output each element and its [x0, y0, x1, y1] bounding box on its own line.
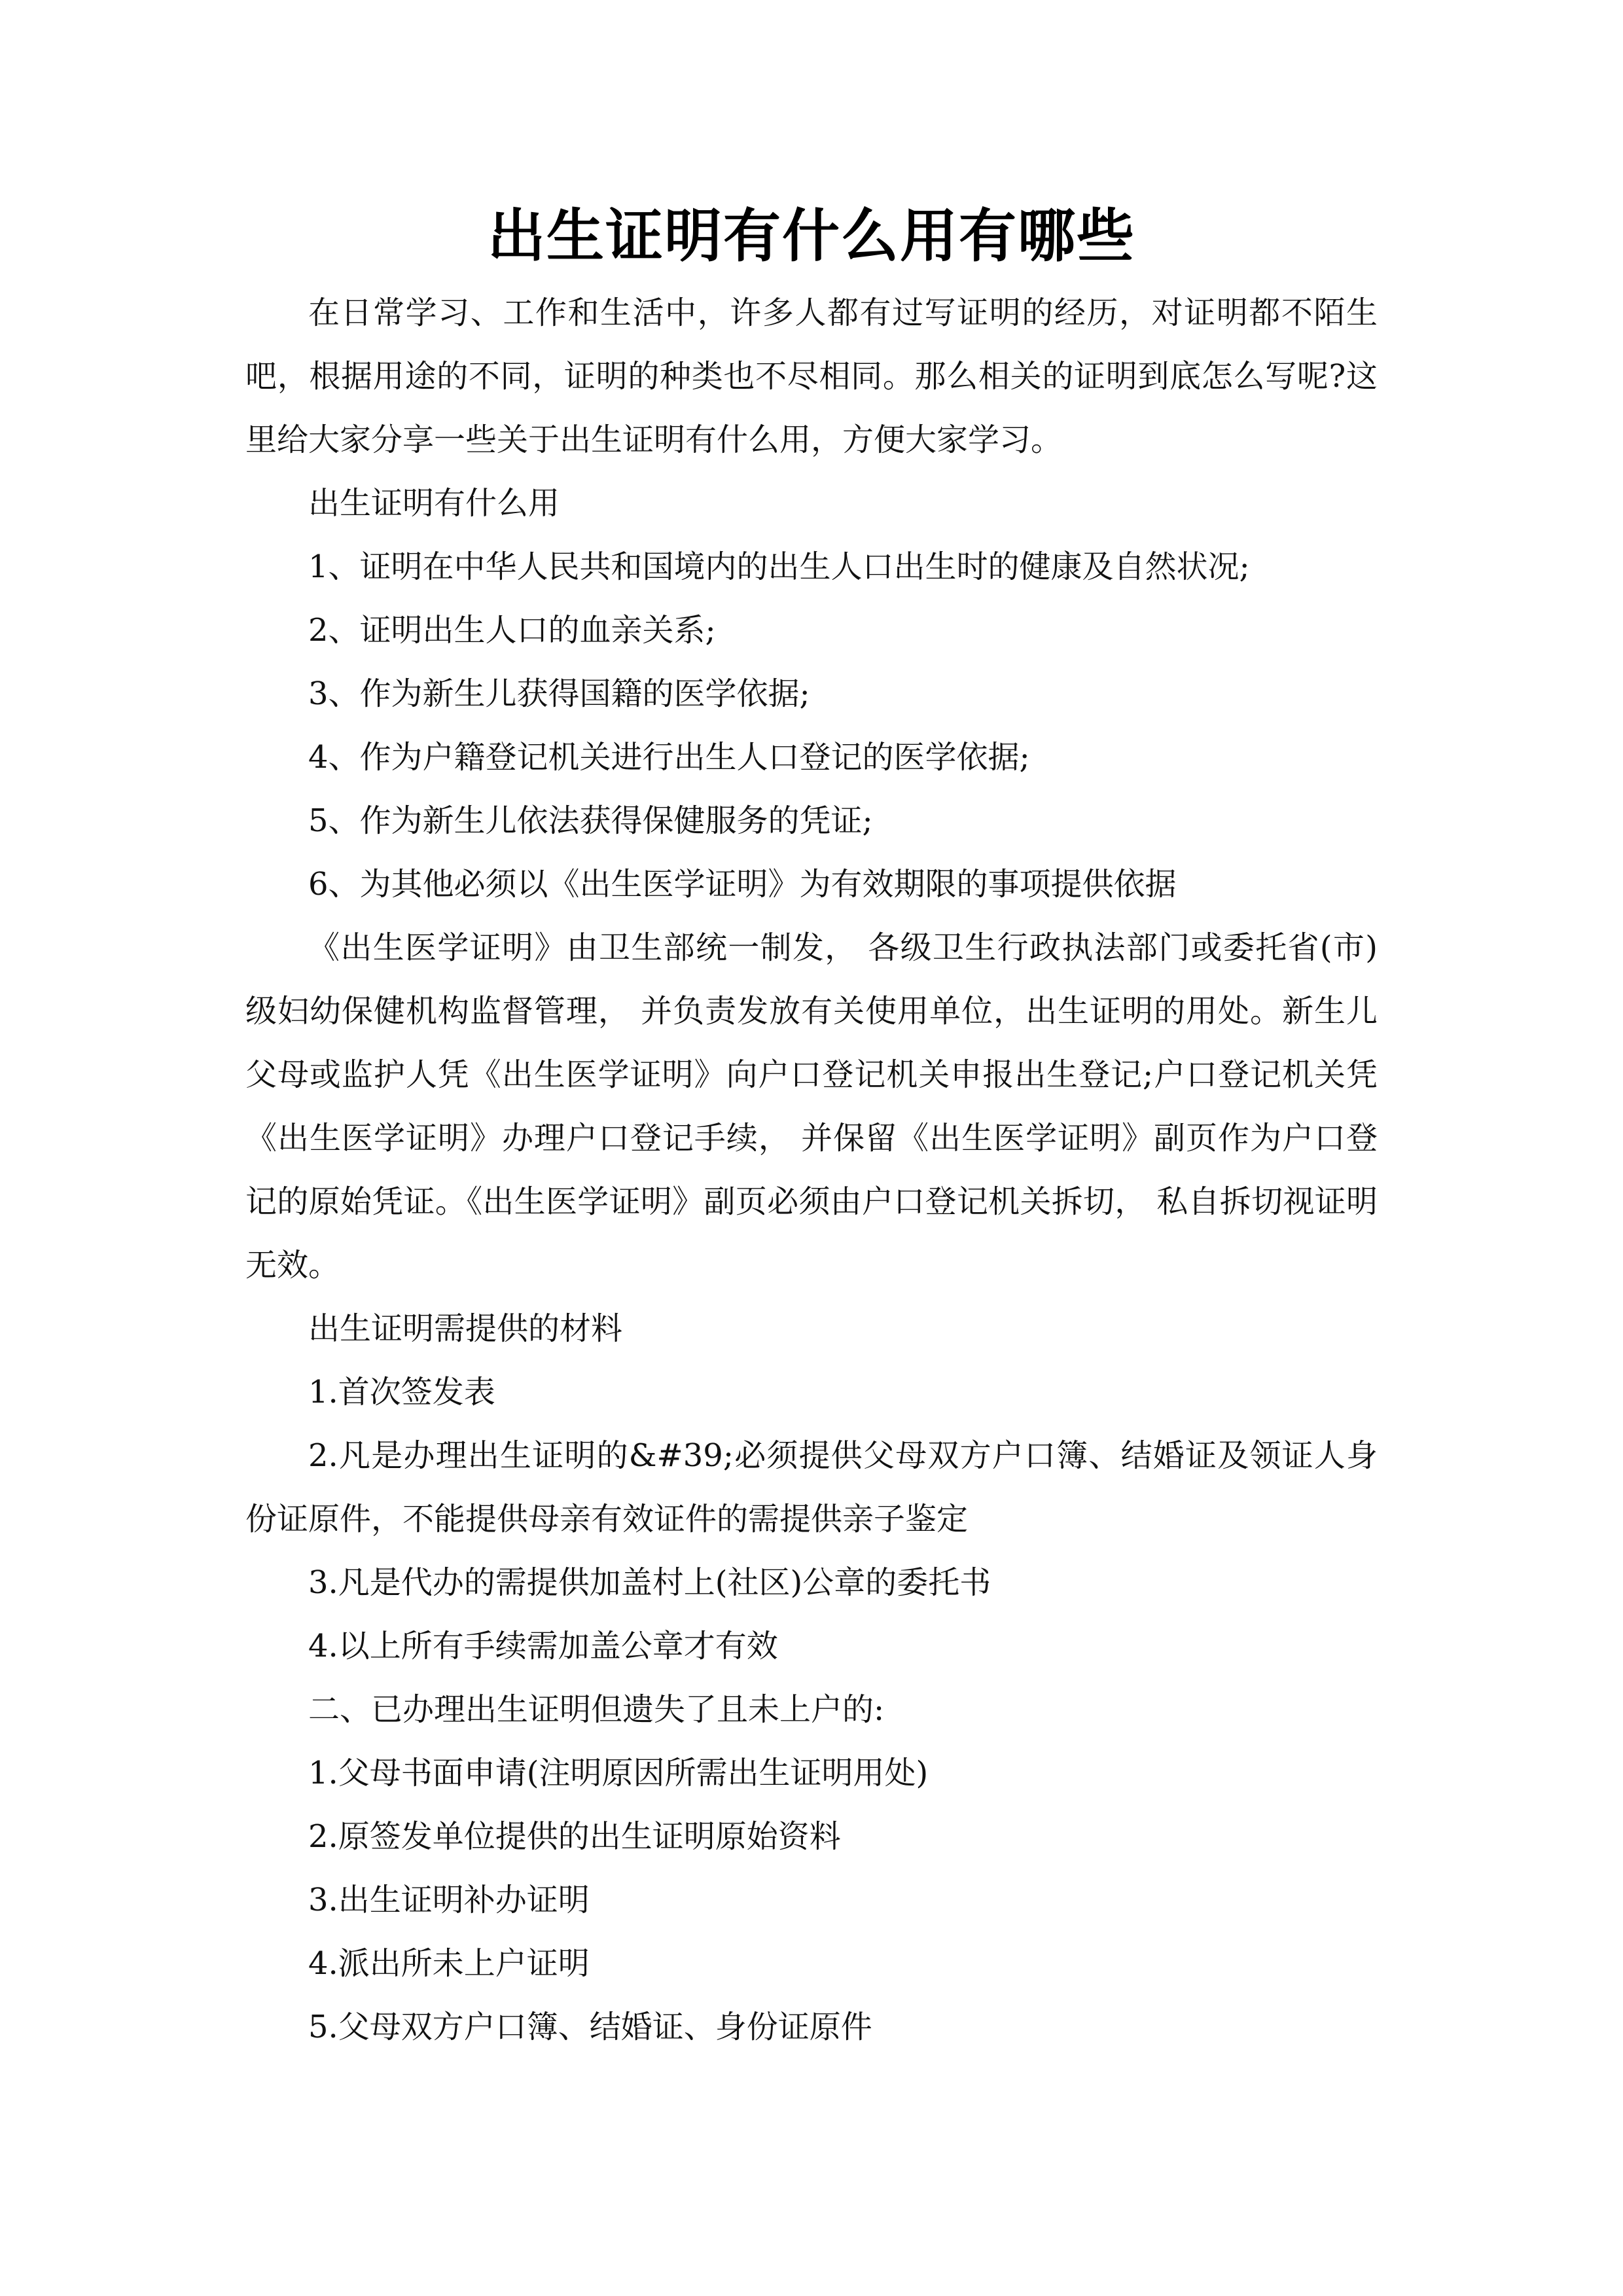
- list-item: 1、证明在中华人民共和国境内的出生人口出生时的健康及自然状况;: [308, 548, 1250, 585]
- list-item: 4、作为户籍登记机关进行出生人口登记的医学依据;: [308, 739, 1030, 776]
- list-item: 6、为其他必须以《出生医学证明》为有效期限的事项提供依据: [308, 866, 1177, 903]
- document-title: 出生证明有什么用有哪些: [487, 202, 1135, 270]
- list-item: 2.原签发单位提供的出生证明原始资料: [308, 1818, 841, 1855]
- list-item: 2.凡是办理出生证明的&#39;必须提供父母双方户口簿、结婚证及领证人身份证原件，不能提供母亲有效证件的需提供亲子鉴定: [245, 1437, 1378, 1537]
- list-item: 4.以上所有手续需加盖公章才有效: [308, 1628, 778, 1664]
- body-paragraph: 《出生医学证明》由卫生部统一制发， 各级卫生行政执法部门或委托省(市)级妇幼保健机构监督管理， 并负责发放有关使用单位，出生证明的用处。新生儿父母或监护人凭《出生医学证明》向户口登记机关申报出生登记;户口登记机关凭《出生医学证明》办理户口登记手续， 并保留《出生医学证明》副页作为户口登记的原始凭证。《出生医学证明》副页必须由户口登记机关拆切， 私自拆切视证明无效。: [245, 929, 1378, 1283]
- list-item: 5.父母双方户口簿、结婚证、身份证原件: [308, 2009, 872, 2045]
- list-item: 3.凡是代办的需提供加盖村上(社区)公章的委托书: [308, 1564, 991, 1601]
- section-heading-materials: 出生证明需提供的材料: [308, 1310, 623, 1347]
- intro-paragraph: 在日常学习、工作和生活中，许多人都有过写证明的经历，对证明都不陌生吧，根据用途的不同，证明的种类也不尽相同。那么相关的证明到底怎么写呢?这里给大家分享一些关于出生证明有什么用，方便大家学习。: [245, 295, 1378, 458]
- document-body: [245, 281, 1378, 2059]
- list-item: 4.派出所未上户证明: [308, 1945, 590, 1982]
- list-item: 1.父母书面申请(注明原因所需出生证明用处): [308, 1755, 929, 1791]
- list-item: 1.首次签发表: [308, 1374, 495, 1410]
- section-heading-uses: 出生证明有什么用: [308, 485, 560, 522]
- list-item: 3、作为新生儿获得国籍的医学依据;: [308, 675, 810, 712]
- section-heading-lost: 二、已办理出生证明但遗失了且未上户的:: [308, 1691, 885, 1728]
- list-item: 3.出生证明补办证明: [308, 1882, 590, 1918]
- list-item: 5、作为新生儿依法获得保健服务的凭证;: [308, 802, 873, 839]
- list-item: 2、证明出生人口的血亲关系;: [308, 612, 716, 649]
